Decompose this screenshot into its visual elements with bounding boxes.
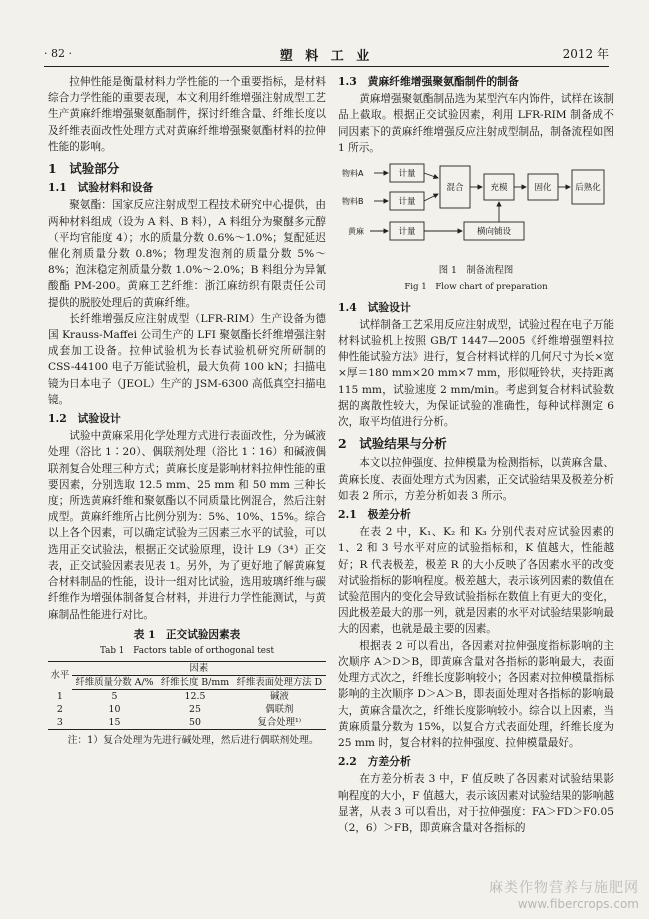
col-fiber-length: 纤维长度 B/mm — [157, 676, 232, 690]
flow-chart-svg — [338, 160, 614, 256]
design-paragraph: 试验中黄麻采用化学处理方式进行表面改性，分为碱液处理（浴比 1∶20）、偶联剂处理（浴比 1∶16）和碱液偶联剂复合处理三种方式；黄麻长度是影响材料拉伸性能的重要因素，分别选取 12.5 mm、25 mm 和 50 mm 三种长度；所选黄麻纤维和聚氨酯以不同质量比例混合，然后注射成型。黄麻纤维所占比例分别为：5%、10%、15%。综合以上各个因素，可以确定试验为三因素三水平的试验，可以选用正交试验法，根据正交试验原理，设计 L9（3⁴）正交表，正交试验因素表见表 1。另外，为了更好地了解黄麻复合材料制品的性能，设计一组对比试验，选用玻璃纤维与碳纤维作为增强体制备复合材料，并进行力学性能测试，与黄麻制品性能进行对比。 — [48, 430, 326, 621]
chop-text: 横向铺设 — [476, 227, 512, 238]
range-analysis-paragraph: 在表 2 中，K₁、K₂ 和 K₃ 分别代表对应试验因素的 1、2 和 3 号水平对应的试验指标和，K 值越大，性能越好；R 代表极差，极差 R 的大小反映了各因素水平的改变对试验指标的影响程度。极差越大，表示该列因素的数值在试验范围内的变化会导致试验指标在数值上有更大的变化，因此极差最大的那一列，就是因素的水平对试验结果影响最大的因素，也就是最主要的因素。 — [338, 526, 614, 636]
cell-level: 2 — [56, 704, 63, 716]
level-header: 水平 — [48, 662, 72, 690]
page-number: · 82 · — [44, 47, 72, 60]
cell-treatment: 偶联剂 — [265, 704, 294, 716]
table-1-caption: 表 1 正交试验因素表 — [133, 628, 241, 641]
cell-content: 15 — [72, 716, 158, 730]
results-paragraph: 本文以拉伸强度、拉伸模量为检测指标，以黄麻含量、黄麻长度、表面处理方式为因素，正交试验结果及极差分析如表 2 所示，方差分析如表 3 所示。 — [338, 457, 614, 502]
test-design-paragraph: 试样制备工艺采用反应注射成型，试验过程在电子万能材料试验机上按照 GB/T 1447—2005《纤维增强塑料拉伸性能试验方法》进行，复合材料试样的几何尺寸为长×宽×厚＝180 mm×20 mm×7 mm，形似哑铃状，夹持距离 115 mm，试验速度 2 mm/min。考虑到复合材料试验数据的离散性较大，为保证试验的准确性，每种试样测定 6 次，取平均值进行分析。 — [338, 318, 614, 429]
section-1-4-heading: 1.4 试验设计 — [338, 300, 411, 314]
watermark-url: www.fibercrops.com — [517, 897, 639, 911]
factor-table — [48, 661, 326, 730]
table-note: 注：1）复合处理为先进行碱处理，然后进行偶联剂处理。 — [67, 735, 319, 747]
left-column — [48, 74, 326, 748]
material-a-label: 物料A — [342, 169, 364, 179]
cell-treatment: 复合处理¹⁾ — [233, 716, 326, 730]
meter-b-text: 计量 — [398, 197, 416, 208]
flow-chart — [338, 160, 614, 296]
col-surface-treatment: 纤维表面处理方法 D — [233, 676, 326, 690]
meter-a-text: 计量 — [398, 169, 416, 180]
watermark — [489, 877, 639, 911]
preparation-paragraph: 黄麻增强聚氨酯制品选为某型汽车内饰件，试样在该制品上截取。根据正交试验因素，利用 LFR-RIM 制备成不同因素下的黄麻纤维增强反应注射成型制品，制备流程如图 1 所示。 — [338, 93, 614, 154]
table-row — [48, 716, 326, 730]
section-1-1-heading: 1.1 试验材料和设备 — [48, 181, 154, 195]
cell-content: 10 — [108, 704, 121, 716]
table-1-caption-en: Tab 1 Factors table of orthogonal test — [99, 645, 275, 656]
page-header — [44, 43, 609, 63]
figure-1-caption: 图 1 制备流程图 — [438, 265, 514, 277]
col-fiber-content: 纤维质量分数 A/% — [72, 676, 158, 690]
cell-level: 3 — [48, 716, 72, 730]
journal-name: 塑 料 工 业 — [279, 49, 374, 64]
section-2-2-heading: 2.2 方差分析 — [338, 755, 411, 769]
cell-treatment: 碱液 — [269, 691, 289, 703]
header-rule — [44, 66, 609, 67]
section-1-3-heading: 1.3 黄麻纤维增强聚氨酯制件的制备 — [338, 75, 519, 88]
meter-j-text: 计量 — [398, 227, 416, 238]
table-row — [48, 703, 326, 716]
cure-text: 固化 — [534, 183, 552, 194]
intro-paragraph: 拉伸性能是衡量材料力学性能的一个重要指标，是材料综合力学性能的重要表现，本文利用纤维增强注射成型工艺生产黄麻纤维增强聚氨酯制件，探讨纤维含量、纤维长度以及纤维表面改性处理方式对黄麻纤维增强聚氨酯材料的拉伸性能的影响。 — [48, 76, 326, 153]
range-analysis-paragraph-2: 根据表 2 可以看出，各因素对拉伸强度指标影响的主次顺序 A＞D＞B，即黄麻含量对各指标的影响最大，表面处理方式次之，纤维长度影响较小；各因素对拉伸模量指标影响的主次顺序 D＞A＞B，即表面处理对各指标的影响最大，黄麻含量次之，纤维长度影响较小。综合以上因素，当黄麻质量分数为 15%，以复合方式表面处理，纤维长度为 25 mm 时，复合材料的拉伸强度、拉伸模量最好。 — [338, 639, 614, 749]
cell-length: 25 — [189, 704, 201, 716]
mix-text: 混合 — [446, 183, 464, 194]
right-column — [338, 74, 614, 836]
cell-content: 5 — [111, 691, 118, 703]
journal-year: 2012 年 — [562, 47, 609, 61]
material-b-label: 物料B — [342, 197, 364, 207]
cell-length: 50 — [157, 716, 232, 730]
section-1-heading: 1 试验部分 — [48, 161, 120, 177]
section-2-1-heading: 2.1 极差分析 — [338, 508, 411, 522]
arrow-to-mix-a — [424, 173, 438, 178]
equipment-paragraph: 长纤维增强反应注射成型（LFR-RIM）生产设备为德国 Krauss-Maffei 公司生产的 LFI 聚氨酯长纤维增强注射成套加工设备。拉伸试验机为长春试验机研究所研制的 CSS-44100 电子万能试验机，最大负荷 100 kN；扫描电镜为日本电子（JEOL）生产的 JSM-6300 高低真空扫描电镜。 — [48, 312, 327, 406]
section-2-heading: 2 试验结果与分析 — [338, 436, 447, 452]
variance-analysis-paragraph: 在方差分析表 3 中，F 值反映了各因素对试验结果影响程度的大小，F 值越大，表示该因素对试验结果的影响越显著，从表 3 可以看出，对于拉伸强度：FA＞FD＞F0.05（2，6）＞FB，即黄麻含量对各指标的 — [338, 773, 614, 834]
arrow-to-mix-b — [424, 194, 438, 201]
materials-paragraph: 聚氨酯：国家反应注射成型工程技术研究中心提供，由两种材料组成（设为 A 料、B 料），A 料组分为聚醚多元醇（平均官能度 4）；水的质量分数 0.6%～1.0%；复配延迟催化剂质量分数 0.8%；物理发泡剂的质量分数 5%～8%；泡沫稳定剂质量分数 1.0%～2.0%；B 料组分为异氰酸酯 PM-200。黄麻工艺纤维：浙江麻纺织有限责任公司提供的脱胶处理后的黄麻纤维。 — [48, 199, 326, 309]
section-1-2-heading: 1.2 试验设计 — [48, 412, 121, 426]
jute-label: 黄麻 — [348, 227, 364, 237]
factor-header: 因素 — [72, 662, 326, 676]
cell-length: 12.5 — [184, 691, 206, 703]
cell-level: 1 — [56, 690, 63, 702]
figure-1-caption-en: Fig 1 Flow chart of preparation — [404, 282, 548, 293]
watermark-title: 麻类作物营养与施肥网 — [489, 880, 639, 896]
post-cure-text: 后熟化 — [575, 183, 601, 194]
table-row — [48, 690, 326, 704]
mold-text: 充模 — [490, 183, 508, 194]
